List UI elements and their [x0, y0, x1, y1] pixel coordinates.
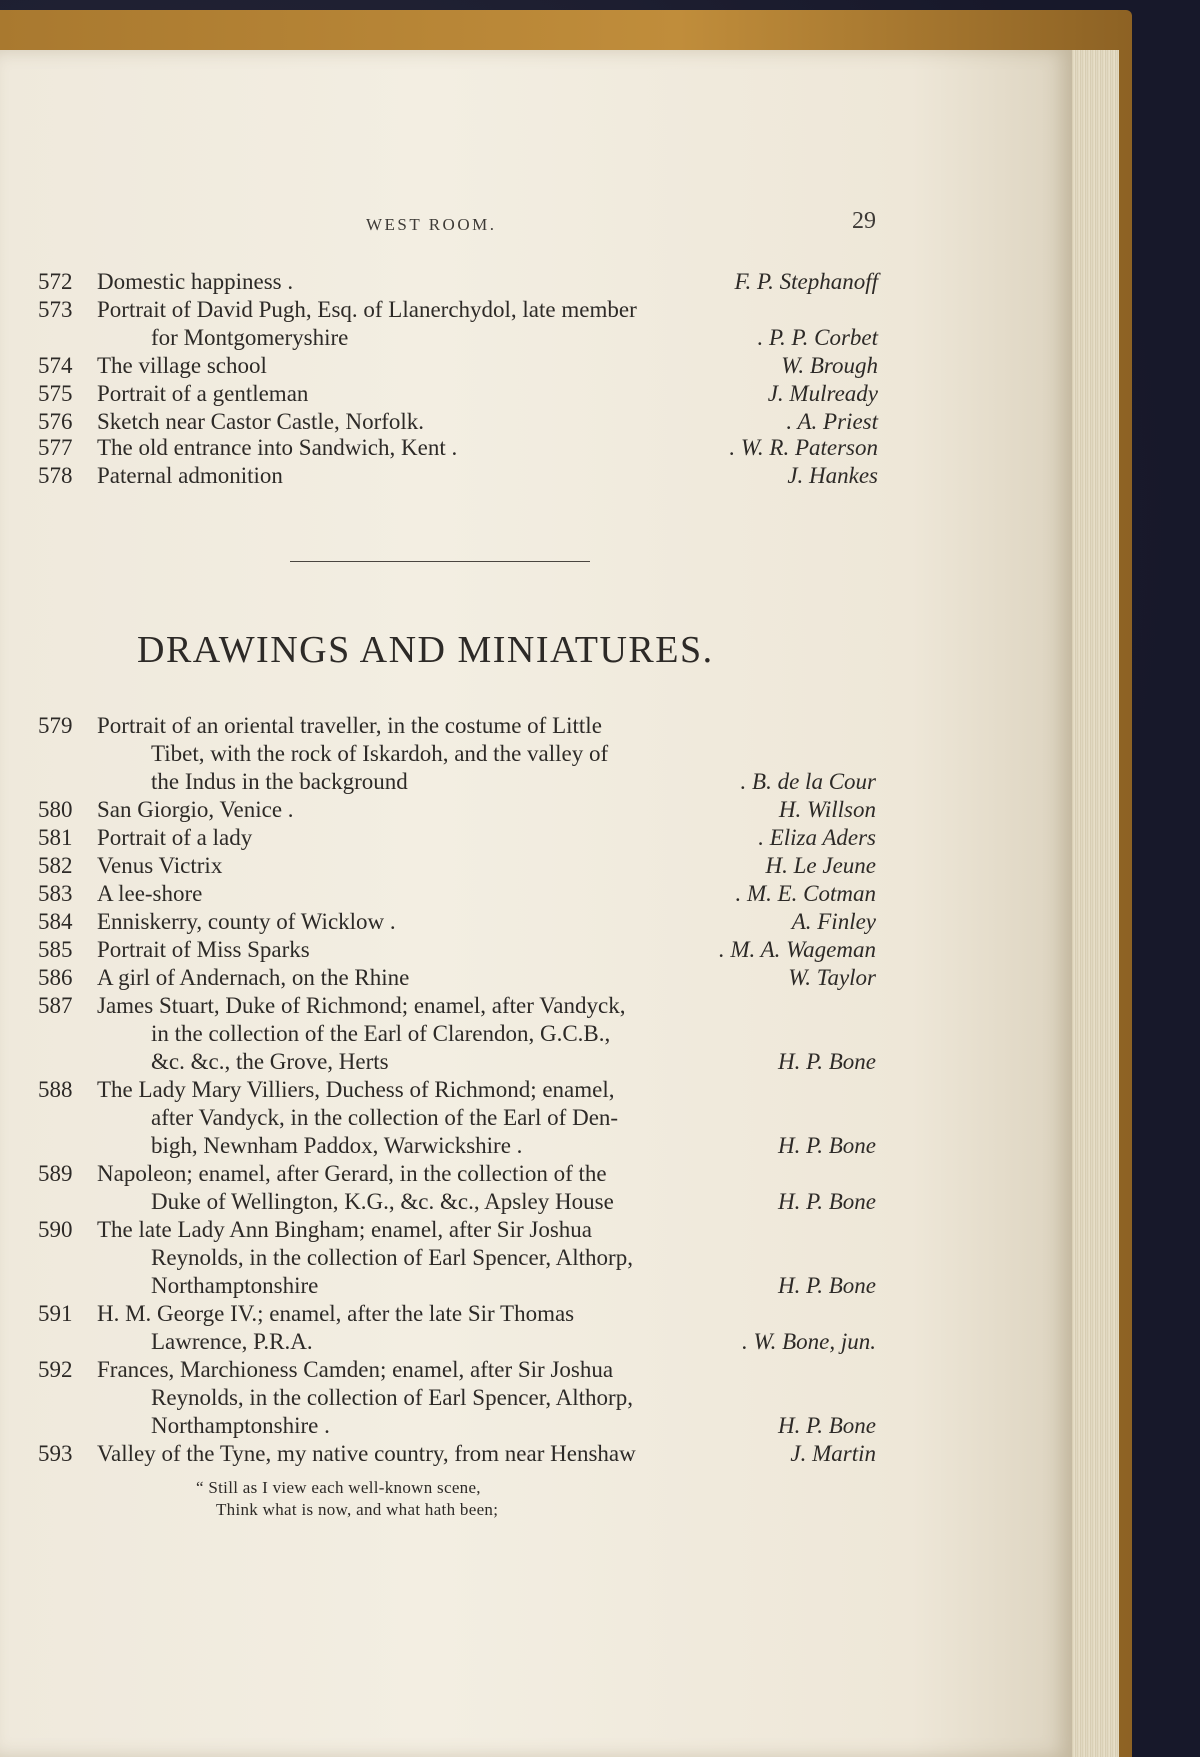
catalogue-line — [0, 462, 878, 490]
running-head: WEST ROOM. — [366, 215, 497, 234]
entry-title: A girl of Andernach, on the Rhine — [97, 965, 410, 990]
entry-title: Portrait of an oriental traveller, in the costume of Little — [97, 713, 602, 738]
entry-artist: . A. Priest — [786, 409, 878, 434]
catalogue-line — [0, 712, 876, 740]
entry-title: A lee-shore — [97, 881, 203, 906]
entry-title: Domestic happiness . — [97, 269, 294, 294]
entry-title: after Vandyck, in the collection of the Earl of Den- — [151, 1105, 619, 1130]
entry-title: The Lady Mary Villiers, Duchess of Richmond; enamel, — [97, 1077, 615, 1102]
entry-number: 587 — [38, 993, 73, 1018]
entry-number: 589 — [38, 1161, 73, 1186]
catalogue-line — [0, 1048, 876, 1076]
entry-number: 573 — [38, 297, 73, 322]
entry-number: 583 — [38, 881, 73, 906]
entry-title: Lawrence, P.R.A. — [151, 1329, 313, 1354]
catalogue-line — [0, 434, 878, 462]
catalogue-line — [0, 1076, 876, 1104]
entry-title: Duke of Wellington, K.G., &c. &c., Apsley House — [151, 1189, 614, 1214]
entry-artist: J. Martin — [790, 1441, 876, 1466]
entry-artist: H. Willson — [778, 797, 876, 822]
catalogue-line — [0, 1272, 876, 1300]
entry-number: 574 — [38, 353, 73, 378]
entry-title: San Giorgio, Venice . — [97, 797, 294, 822]
entry-artist: W. Brough — [781, 353, 878, 378]
entry-title: H. M. George IV.; enamel, after the late Sir Thomas — [97, 1301, 575, 1326]
entry-number: 580 — [38, 797, 73, 822]
catalogue-line — [0, 740, 876, 768]
catalogue-line — [0, 1020, 876, 1048]
catalogue-line — [0, 352, 878, 380]
catalogue-line — [0, 268, 878, 296]
entry-artist: H. P. Bone — [778, 1189, 876, 1214]
entry-title: James Stuart, Duke of Richmond; enamel, after Vandyck, — [97, 993, 626, 1018]
entry-title: Enniskerry, county of Wicklow . — [97, 909, 396, 934]
entry-number: 590 — [38, 1217, 73, 1242]
entry-title: Northamptonshire — [151, 1273, 319, 1298]
entry-artist: F. P. Stephanoff — [734, 269, 878, 294]
catalogue-line — [0, 908, 876, 936]
entry-number: 578 — [38, 463, 73, 488]
entry-artist: . M. E. Cotman — [735, 881, 876, 906]
entry-number: 572 — [38, 269, 73, 294]
entry-number: 579 — [38, 713, 73, 738]
catalogue-line — [0, 964, 876, 992]
entry-title: Sketch near Castor Castle, Norfolk. — [97, 409, 425, 434]
entry-number: 575 — [38, 381, 73, 406]
entry-title: Valley of the Tyne, my native country, from near Henshaw — [97, 1441, 636, 1466]
catalogue-line — [0, 1356, 876, 1384]
section-divider — [290, 561, 590, 562]
entry-number: 576 — [38, 409, 73, 434]
entry-artist: . W. Bone, jun. — [742, 1329, 876, 1354]
section-title: DRAWINGS AND MINIATURES. — [137, 629, 714, 671]
entry-title: bigh, Newnham Paddox, Warwickshire . — [151, 1133, 523, 1158]
entry-title: Napoleon; enamel, after Gerard, in the collection of the — [97, 1161, 607, 1186]
entry-artist: H. P. Bone — [778, 1273, 876, 1298]
entry-title: for Montgomeryshire — [151, 325, 349, 350]
entry-number: 591 — [38, 1301, 73, 1326]
catalogue-line — [0, 852, 876, 880]
entry-number: 588 — [38, 1077, 73, 1102]
entry-number: 593 — [38, 1441, 73, 1466]
catalogue-line — [0, 824, 876, 852]
catalogue-line — [0, 992, 876, 1020]
entry-artist: J. Hankes — [787, 463, 878, 488]
entry-title: Tibet, with the rock of Iskardoh, and the valley of — [151, 741, 609, 766]
entry-title: Portrait of Miss Sparks — [97, 937, 310, 962]
catalogue-line — [0, 1300, 876, 1328]
entry-title: The village school — [97, 353, 267, 378]
catalogue-line — [0, 1216, 876, 1244]
entry-title: Reynolds, in the collection of Earl Spencer, Althorp, — [151, 1245, 633, 1270]
entry-title: Northamptonshire . — [151, 1413, 330, 1438]
entry-number: 577 — [38, 435, 73, 460]
entry-title: Paternal admonition — [97, 463, 283, 488]
catalogue-line — [0, 296, 878, 324]
entry-number: 584 — [38, 909, 73, 934]
entry-artist: . Eliza Aders — [758, 825, 876, 850]
quote-line-1: “ Still as I view each well-known scene, — [196, 1478, 481, 1497]
entry-number: 592 — [38, 1357, 73, 1382]
catalogue-line — [0, 796, 876, 824]
catalogue-line — [0, 1440, 876, 1468]
entry-title: Portrait of a lady — [97, 825, 253, 850]
entry-title: the Indus in the background — [151, 769, 408, 794]
catalogue-line — [0, 880, 876, 908]
entry-number: 585 — [38, 937, 73, 962]
catalogue-line — [0, 1188, 876, 1216]
catalogue-line — [0, 1160, 876, 1188]
entry-number: 586 — [38, 965, 73, 990]
entry-artist: . M. A. Wageman — [718, 937, 876, 962]
catalogue-line — [0, 324, 878, 352]
catalogue-line — [0, 1412, 876, 1440]
catalogue-line — [0, 1244, 876, 1272]
entry-title: The late Lady Ann Bingham; enamel, after Sir Joshua — [97, 1217, 593, 1242]
entry-title: Venus Victrix — [97, 853, 223, 878]
entry-title: &c. &c., the Grove, Herts — [151, 1049, 389, 1074]
catalogue-line — [0, 1384, 876, 1412]
catalogue-line — [0, 936, 876, 964]
entry-artist: H. Le Jeune — [765, 853, 876, 878]
catalogue-line — [0, 408, 878, 436]
entry-title: Portrait of David Pugh, Esq. of Llanerchydol, late member — [97, 297, 637, 322]
entry-title: Reynolds, in the collection of Earl Spencer, Althorp, — [151, 1385, 633, 1410]
entry-artist: . B. de la Cour — [740, 769, 876, 794]
catalogue-line — [0, 380, 878, 408]
catalogue-line — [0, 1328, 876, 1356]
catalogue-line — [0, 1132, 876, 1160]
entry-title: Portrait of a gentleman — [97, 381, 309, 406]
entry-title: Frances, Marchioness Camden; enamel, after Sir Joshua — [97, 1357, 614, 1382]
entry-artist: W. Taylor — [788, 965, 876, 990]
catalogue-line — [0, 1104, 876, 1132]
entry-artist: . W. R. Paterson — [729, 435, 878, 460]
page-number: 29 — [852, 208, 876, 234]
catalogue-line — [0, 768, 876, 796]
quote-line-2: Think what is now, and what hath been; — [216, 1500, 499, 1519]
entry-artist: A. Finley — [791, 909, 876, 934]
entry-artist: H. P. Bone — [778, 1133, 876, 1158]
entry-artist: H. P. Bone — [778, 1413, 876, 1438]
entry-artist: . P. P. Corbet — [757, 325, 878, 350]
entry-artist: J. Mulready — [767, 381, 878, 406]
entry-title: in the collection of the Earl of Clarendon, G.C.B., — [151, 1021, 611, 1046]
entry-title: The old entrance into Sandwich, Kent . — [97, 435, 458, 460]
entry-number: 581 — [38, 825, 73, 850]
entry-number: 582 — [38, 853, 73, 878]
entry-artist: H. P. Bone — [778, 1049, 876, 1074]
